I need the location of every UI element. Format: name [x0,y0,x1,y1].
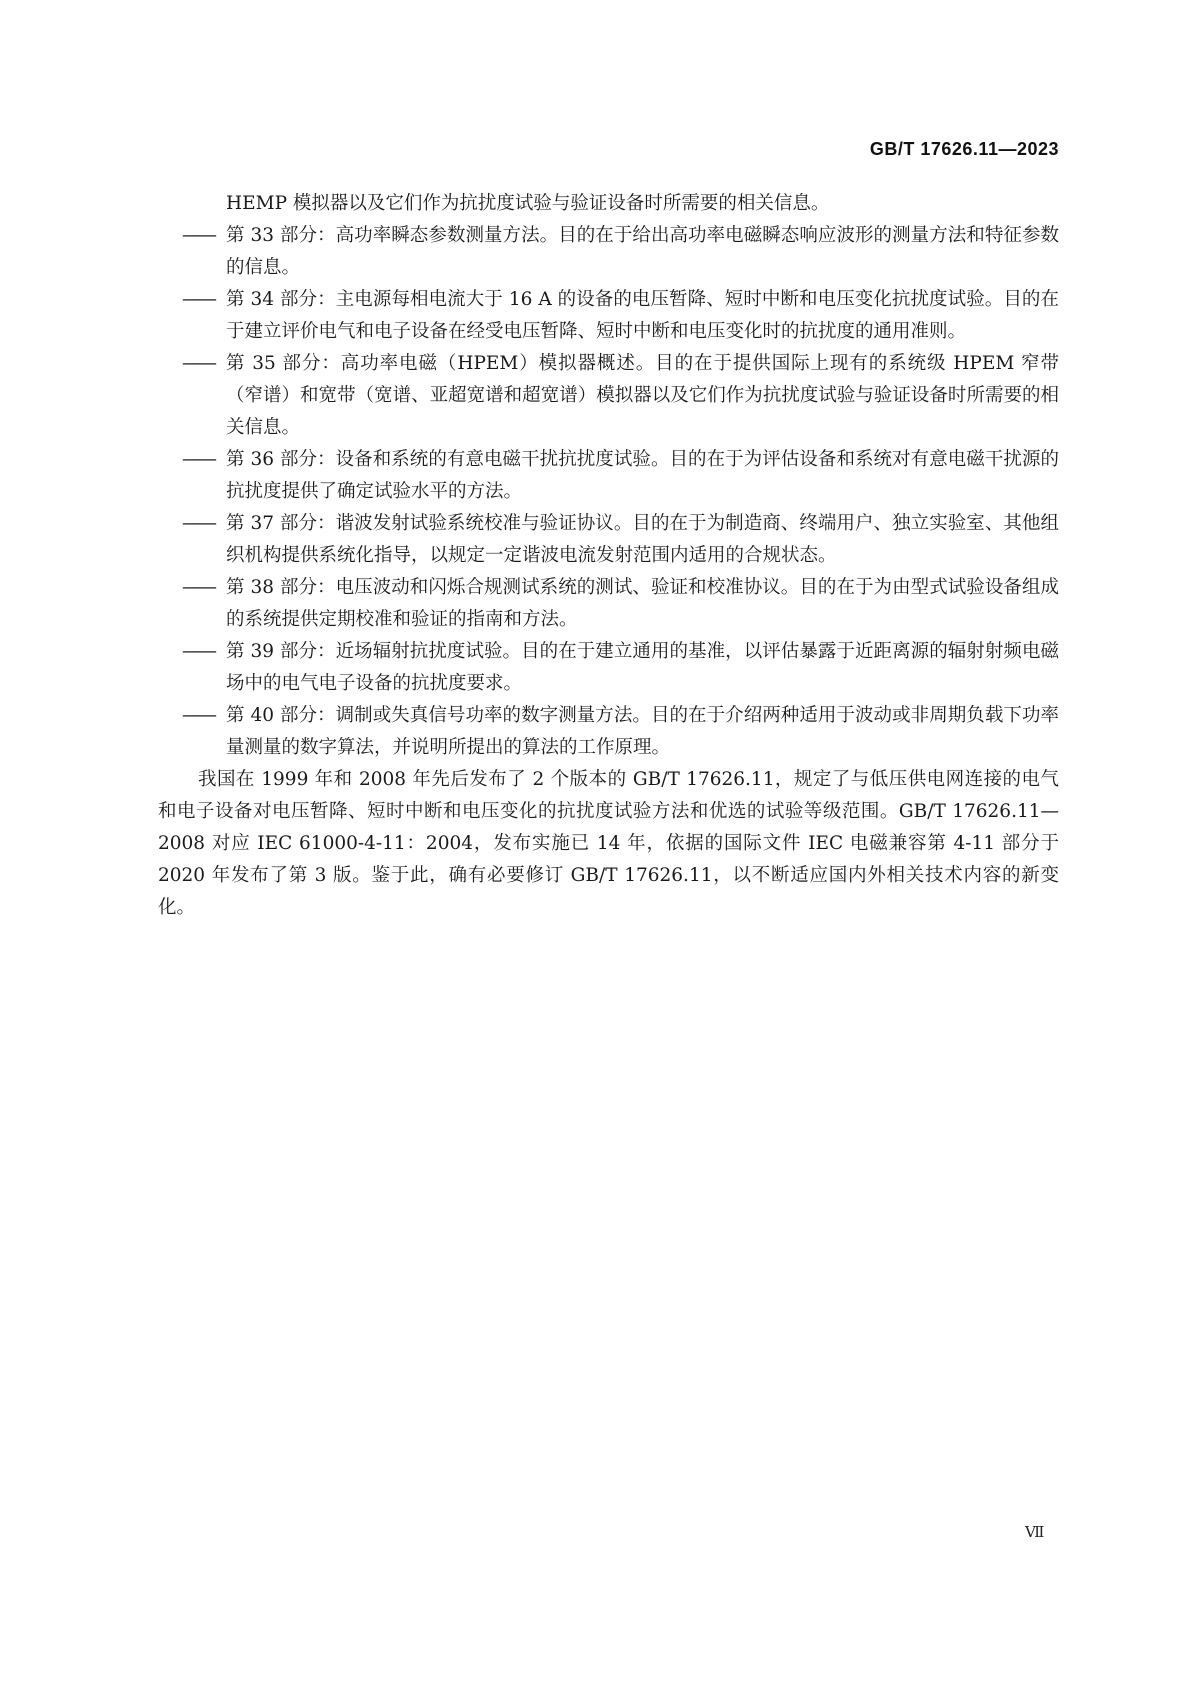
list-item-part-35 [158,348,1059,444]
list-item-text: 第 36 部分：设备和系统的有意电磁干扰抗扰度试验。目的在于为评估设备和系统对有意电磁干扰源的抗扰度提供了确定试验水平的方法。 [226,449,1059,502]
document-body [158,188,1059,924]
list-item-part-40 [158,700,1059,764]
list-item-part-34 [158,284,1059,348]
list-item-text: 第 39 部分：近场辐射抗扰度试验。目的在于建立通用的基准，以评估暴露于近距离源的辐射射频电磁场中的电气电子设备的抗扰度要求。 [226,641,1059,694]
page-number: Ⅶ [1025,1523,1045,1541]
continuation-line: HEMP 模拟器以及它们作为抗扰度试验与验证设备时所需要的相关信息。 [226,193,830,214]
list-item-text: 第 33 部分：高功率瞬态参数测量方法。目的在于给出高功率电磁瞬态响应波形的测量方法和特征参数的信息。 [226,225,1059,278]
standard-code-header: GB/T 17626.11—2023 [869,139,1059,159]
list-item-text: 第 40 部分：调制或失真信号功率的数字测量方法。目的在于介绍两种适用于波动或非周期负载下功率量测量的数字算法，并说明所提出的算法的工作原理。 [226,705,1059,758]
dash-marker: —— [182,353,215,374]
list-item-text: 第 34 部分：主电源每相电流大于 16 A 的设备的电压暂降、短时中断和电压变化抗扰度试验。目的在于建立评价电气和电子设备在经受电压暂降、短时中断和电压变化时的抗扰度的通用准则。 [226,289,1059,342]
list-item-text: 第 37 部分：谐波发射试验系统校准与验证协议。目的在于为制造商、终端用户、独立实验室、其他组织机构提供系统化指导，以规定一定谐波电流发射范围内适用的合规状态。 [226,513,1059,566]
list-item-part-37 [158,508,1059,572]
list-item-text: 第 35 部分：高功率电磁（HPEM）模拟器概述。目的在于提供国际上现有的系统级 HPEM 窄带（窄谱）和宽带（宽谱、亚超宽谱和超宽谱）模拟器以及它们作为抗扰度试验与验证设备时所需要的相关信息。 [226,353,1059,438]
list-item-part-38 [158,572,1059,636]
list-item-part-39 [158,636,1059,700]
body-paragraph: 我国在 1999 年和 2008 年先后发布了 2 个版本的 GB/T 17626.11，规定了与低压供电网连接的电气和电子设备对电压暂降、短时中断和电压变化的抗扰度试验方法和优选的试验等级范围。GB/T 17626.11—2008 对应 IEC 61000-4-11：2004，发布实施已 14 年，依据的国际文件 IEC 电磁兼容第 4-11 部分于 2020 年发布了第 3 版。鉴于此，确有必要修订 GB/T 17626.11，以不断适应国内外相关技术内容的新变化。 [158,769,1059,918]
list-item-part-36 [158,444,1059,508]
dash-marker: —— [182,577,215,598]
dash-marker: —— [182,705,215,726]
list-item-text: 第 38 部分：电压波动和闪烁合规测试系统的测试、验证和校准协议。目的在于为由型式试验设备组成的系统提供定期校准和验证的指南和方法。 [226,577,1059,630]
list-item-part-33 [158,220,1059,284]
dash-marker: —— [182,449,215,470]
dash-marker: —— [182,289,215,310]
dash-marker: —— [182,641,215,662]
dash-marker: —— [182,513,215,534]
dash-marker: —— [182,225,215,246]
